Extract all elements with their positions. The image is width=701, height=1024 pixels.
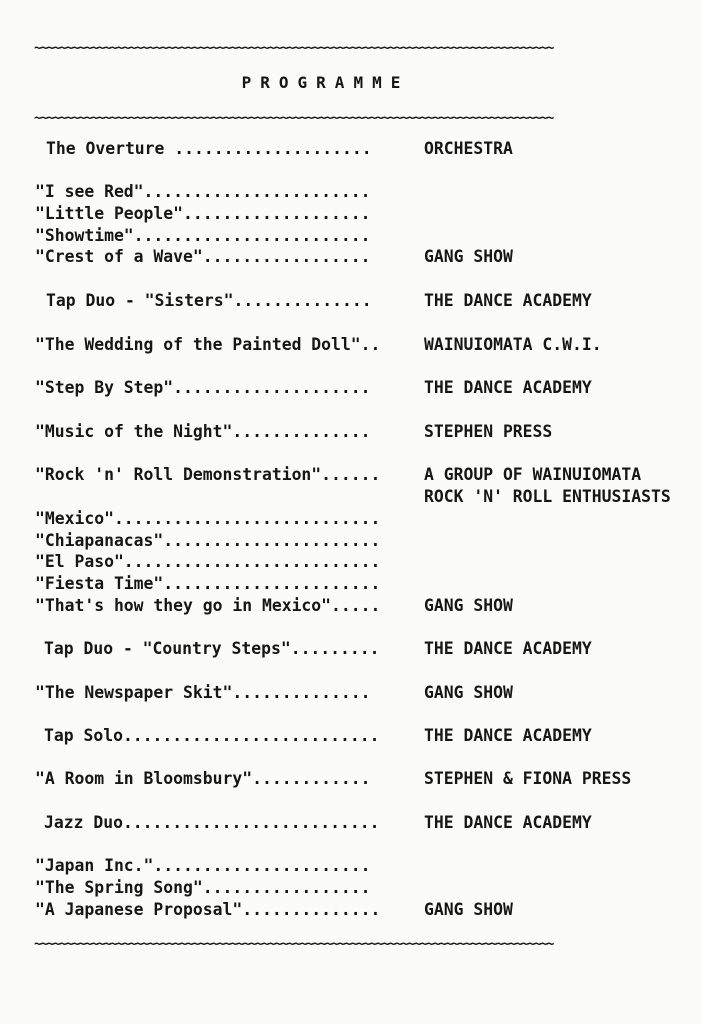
programme-item: "Rock 'n' Roll Demonstration"...... xyxy=(35,465,381,484)
performer: GANG SHOW xyxy=(424,683,513,702)
programme-item: Tap Solo.......................... xyxy=(44,726,380,745)
programme-item: "Japan Inc."...................... xyxy=(35,856,371,875)
programme-item: "Fiesta Time"...................... xyxy=(35,574,381,593)
programme-item: "I see Red"....................... xyxy=(35,182,371,201)
programme-item: "Little People"................... xyxy=(35,204,371,223)
performer: ORCHESTRA xyxy=(424,139,513,158)
programme-item: Tap Duo - "Sisters".............. xyxy=(46,291,372,310)
performer: STEPHEN PRESS xyxy=(424,422,553,441)
performer: GANG SHOW xyxy=(424,900,513,919)
programme-item: "Music of the Night".............. xyxy=(35,422,371,441)
programme-item: The Overture .................... xyxy=(46,139,372,158)
programme-item: "The Newspaper Skit".............. xyxy=(35,683,371,702)
programme-item: Tap Duo - "Country Steps"......... xyxy=(44,639,380,658)
performer-continued: ROCK 'N' ROLL ENTHUSIASTS xyxy=(424,487,671,506)
performer: THE DANCE ACADEMY xyxy=(424,291,592,310)
programme-item: "Step By Step".................... xyxy=(35,378,371,397)
performer: THE DANCE ACADEMY xyxy=(424,813,592,832)
performer: WAINUIOMATA C.W.I. xyxy=(424,335,602,354)
bottom-rule: ~~~~~~~~~~~~~~~~~~~~~~~~~~~~~~~~~~~~~~~~~~~~~~~~~~~~~~~~~~~~~~~~~~~~~~~~~~~~~~~~~~ xyxy=(34,938,553,952)
performer: GANG SHOW xyxy=(424,247,513,266)
programme-item: "That's how they go in Mexico"..... xyxy=(35,596,381,615)
performer: THE DANCE ACADEMY xyxy=(424,378,592,397)
performer: STEPHEN & FIONA PRESS xyxy=(424,769,632,788)
programme-item: "Crest of a Wave"................. xyxy=(35,247,371,266)
programme-item: "The Spring Song"................. xyxy=(35,878,371,897)
performer: THE DANCE ACADEMY xyxy=(424,726,592,745)
programme-item: "A Japanese Proposal".............. xyxy=(35,900,381,919)
mid-rule: ~~~~~~~~~~~~~~~~~~~~~~~~~~~~~~~~~~~~~~~~~~~~~~~~~~~~~~~~~~~~~~~~~~~~~~~~~~~~~~~~~~ xyxy=(34,112,553,126)
performer: GANG SHOW xyxy=(424,596,513,615)
programme-item: "Mexico"........................... xyxy=(35,509,381,528)
performer: THE DANCE ACADEMY xyxy=(424,639,592,658)
top-rule: ~~~~~~~~~~~~~~~~~~~~~~~~~~~~~~~~~~~~~~~~~~~~~~~~~~~~~~~~~~~~~~~~~~~~~~~~~~~~~~~~~~ xyxy=(34,42,553,56)
programme-item: "El Paso".......................... xyxy=(35,552,381,571)
programme-item: "Chiapanacas"...................... xyxy=(35,531,381,550)
programme-item: Jazz Duo.......................... xyxy=(44,813,380,832)
programme-item: "The Wedding of the Painted Doll".. xyxy=(35,335,381,354)
performer: A GROUP OF WAINUIOMATA xyxy=(424,465,642,484)
programme-item: "Showtime"........................ xyxy=(35,226,371,245)
page-title: PROGRAMME xyxy=(241,73,410,92)
programme-item: "A Room in Bloomsbury"............ xyxy=(35,769,371,788)
